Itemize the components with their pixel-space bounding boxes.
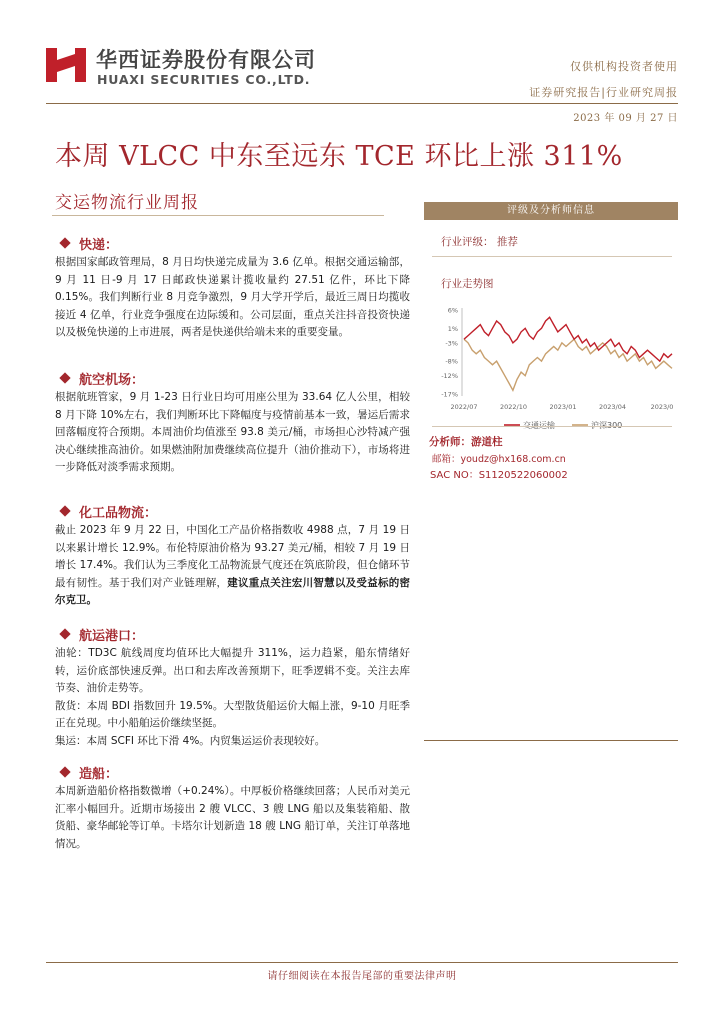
x-tick-label: 2022/10 [499,403,528,411]
y-tick-label: 1% [447,324,458,333]
legend-label-transport: 交通运输 [523,421,555,430]
rating-divider [432,256,672,257]
section-body: 根据国家邮政管理局，8 月日均快递完成量为 3.6 亿单。根据交通运输部，9 月 11 日-9 月 17 日邮政快递累计揽收量约 27.51 亿件，环比下降 0.15%。我们判断行业 8 月竞争激烈，9 月大学开学后，最近三周日均揽收接近 4 亿单，行业竞争强度在边际缓和。公司层面，重点关注抖音投资快递以及极兔快递的上市进展，两者是快递供给端未来的重要变量。 [55,256,410,339]
company-logo-icon [46,44,86,84]
section-body: 根据航班管家，9 月 1-23 日行业日均可用座公里为 33.64 亿人公里，相较 8 月下降 10%左右，我们判断环比下降幅度与疫情前基本一致，暑运后需求回落幅度符合预期。本周油价均值涨至 93.8 美元/桶，市场担心沙特减产强决心继续推高油价。如果燃油附加费继续高位提升（油价推动下），市场将进一步降低对淡季需求预期。 [55,391,410,474]
section-title: 化工品物流： [79,505,158,521]
series-line-hs300 [464,339,672,390]
y-tick-label: -17% [441,390,458,399]
header-divider [46,103,678,104]
legal-notice: 请仔细阅读在本报告尾部的重要法律声明 [267,971,457,982]
trend-chart [432,300,678,440]
x-tick-label: 2023/01 [549,403,577,411]
company-name-en: HUAXI SECURITIES CO.,LTD. [97,72,311,87]
bullet-diamond-icon [59,766,70,777]
section-title: 快递： [79,237,119,253]
section-express [55,234,410,342]
section-body [55,522,410,610]
footer-divider [46,962,678,963]
report-subtitle: 交运物流行业周报 [55,193,199,213]
trend-chart-title: 行业走势图 [441,278,494,290]
section-body-text: 截止 2023 年 9 月 22 日，中国化工产品价格指数收 4988 点，7 月 19 日以来累计增长 12.9%。布伦特原油价格为 93.27 美元/桶，相较 7 月 19 日增长 17.4%。我们认为三季度化工品物流景气度还在筑底阶段，但仓储环节最有韧性。基于我们对产业链理解， [55,524,410,589]
y-tick-label: -8% [445,357,458,366]
section-title: 航运港口： [79,628,145,644]
subtitle-divider [52,215,384,216]
report-type: 证券研究报告|行业研究周报 [529,86,678,99]
bullet-diamond-icon [59,372,70,383]
y-tick-label: -12% [441,372,458,381]
chart-legend [504,420,622,430]
shipping-bulk: 散货：本周 BDI 指数回升 19.5%。大型散货船运价大幅上涨，9-10 月旺季正在兑现。中小船舶运价继续坚挺。 [55,699,410,730]
industry-rating: 行业评级： 推荐 [441,236,518,248]
x-tick-label: 2023/0 [650,403,674,411]
shipping-tanker: 油轮：TD3C 航线周度均值环比大幅提升 311%，运力趋紧，船东情绪好转，运价底部快速反弹。出口和去库改善预期下，旺季逻辑不变。关注去库节奏、油价走势等。 [55,647,410,695]
section-body-highlight: 建议重点关注宏川智慧以及受益标的密尔克卫。 [55,576,410,607]
y-tick-label: -3% [445,339,458,348]
sidebar-header: 评级及分析师信息 [424,202,678,220]
company-name-cn: 华西证券股份有限公司 [96,48,316,72]
analyst-sac-number: SAC NO：S1120522060002 [430,470,568,481]
legend-label-hs300: 沪深300 [591,421,623,430]
x-tick-label: 2023/04 [598,403,627,411]
x-tick-label: 2022/07 [450,403,478,411]
section-shipbuilding [55,763,410,853]
section-title: 航空机场： [79,372,145,388]
section-title: 造船： [79,766,119,782]
section-aviation [55,369,410,477]
audience-note: 仅供机构投资者使用 [570,60,678,73]
bullet-diamond-icon [59,505,70,516]
page-title: 本周 VLCC 中东至远东 TCE 环比上涨 311% [55,141,623,172]
section-body: 本周新造船价格指数微增（+0.24%）。中厚板价格继续回落；人民币对美元汇率小幅回升。近期市场接出 2 艘 VLCC、3 艘 LNG 船以及集装箱船、散货船、豪华邮轮等订单。卡塔尔计划新造 18 艘 LNG 船订单，关注订单落地情况。 [55,785,410,850]
section-body [55,645,410,751]
analyst-name: 分析师：游道柱 [429,436,503,448]
section-chemical [55,502,410,610]
bullet-diamond-icon [59,237,70,248]
bullet-diamond-icon [59,628,70,639]
sidebar-divider [424,740,678,741]
y-tick-label: 6% [447,306,458,315]
series-line-transport [464,317,672,361]
section-shipping [55,625,410,751]
chart-divider [432,426,672,427]
shipping-container: 集运：本周 SCFI 环比下滑 4%。内贸集运运价表现较好。 [55,734,326,747]
report-date: 2023 年 09 月 27 日 [573,113,678,124]
analyst-email[interactable]: 邮箱：youdz@hx168.com.cn [432,454,566,465]
